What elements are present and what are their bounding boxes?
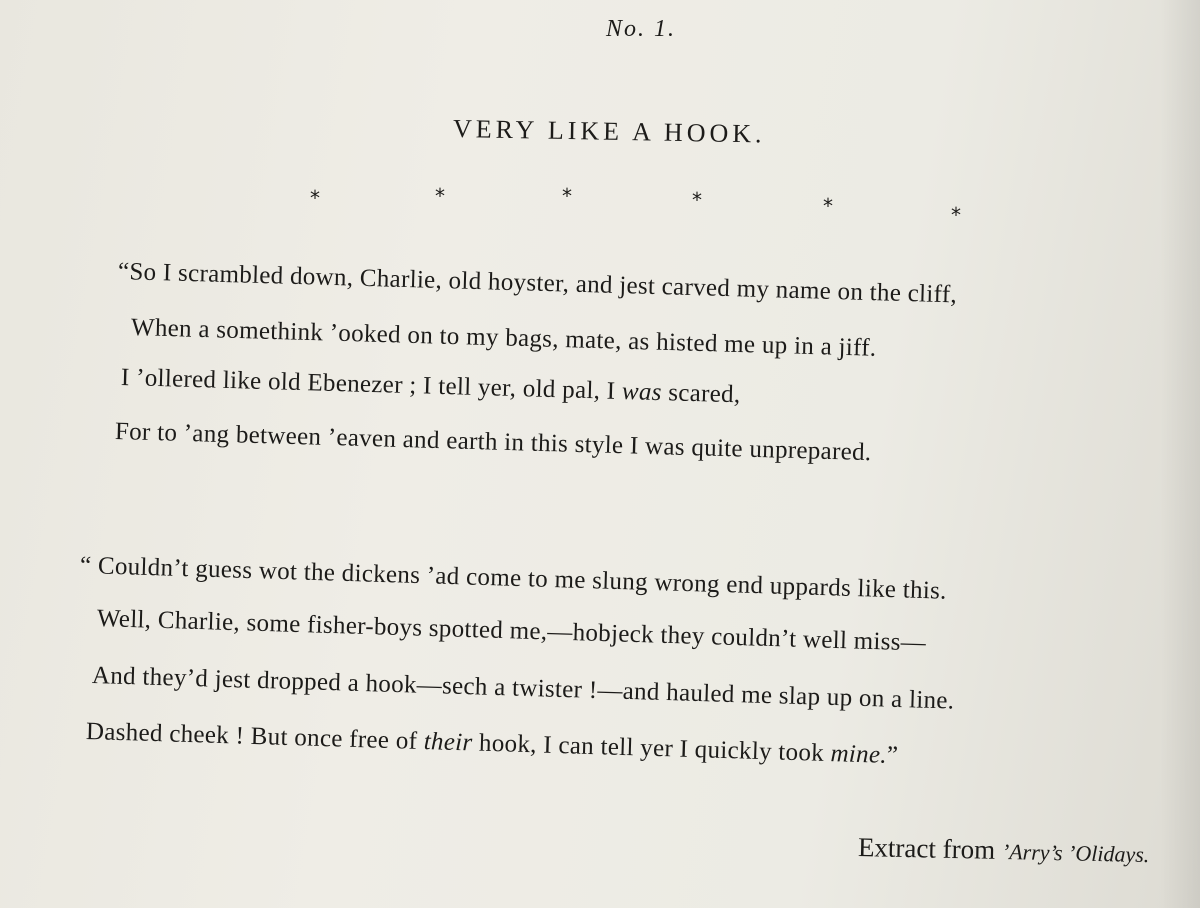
stanza-line: “So I scrambled down, Charlie, old hoyster, and jest carved my name on the cliff,	[117, 258, 958, 309]
credit-prefix: Extract from	[857, 832, 1003, 866]
stanza-line: And they’d jest dropped a hook—sech a twister !—and hauled me slap up on a line.	[91, 662, 955, 715]
divider-star: *	[823, 194, 833, 218]
poem-title: VERY LIKE A HOOK.	[452, 114, 766, 149]
divider-star: *	[692, 188, 702, 212]
stanza-line: Well, Charlie, some fisher-boys spotted me,—hobjeck they couldn’t well miss—	[96, 605, 927, 657]
stanza-line: When a somethink ’ooked on to my bags, mate, as histed me up in a jiff.	[130, 314, 877, 362]
text-run: hook, I can tell yer I quickly took	[472, 729, 831, 768]
text-run: ”	[886, 741, 899, 770]
page-number: No. 1.	[606, 16, 677, 42]
divider-star: *	[951, 203, 961, 227]
emphasis: their	[423, 728, 473, 757]
emphasis: mine.	[830, 740, 888, 769]
text-run: Dashed cheek ! But once free of	[85, 718, 425, 756]
emphasis: was	[621, 377, 663, 407]
divider-star: *	[310, 186, 320, 210]
stanza-line: For to ’ang between ’eaven and earth in this style I was quite unprepared.	[114, 418, 872, 467]
text-run: I ’ollered like old Ebenezer ; I tell yer, old pal, I	[120, 364, 623, 405]
stanza-line	[86, 718, 899, 770]
stanza-line: “ Couldn’t guess wot the dickens ’ad come to me slung wrong end uppards like this.	[79, 552, 948, 605]
text-run: scared,	[661, 379, 741, 409]
stanza-line	[121, 364, 741, 409]
source-credit	[858, 832, 1150, 869]
divider-star: *	[562, 184, 572, 208]
divider-star: *	[435, 184, 445, 208]
credit-source: ’Arry’s ’Olidays.	[1001, 839, 1150, 868]
